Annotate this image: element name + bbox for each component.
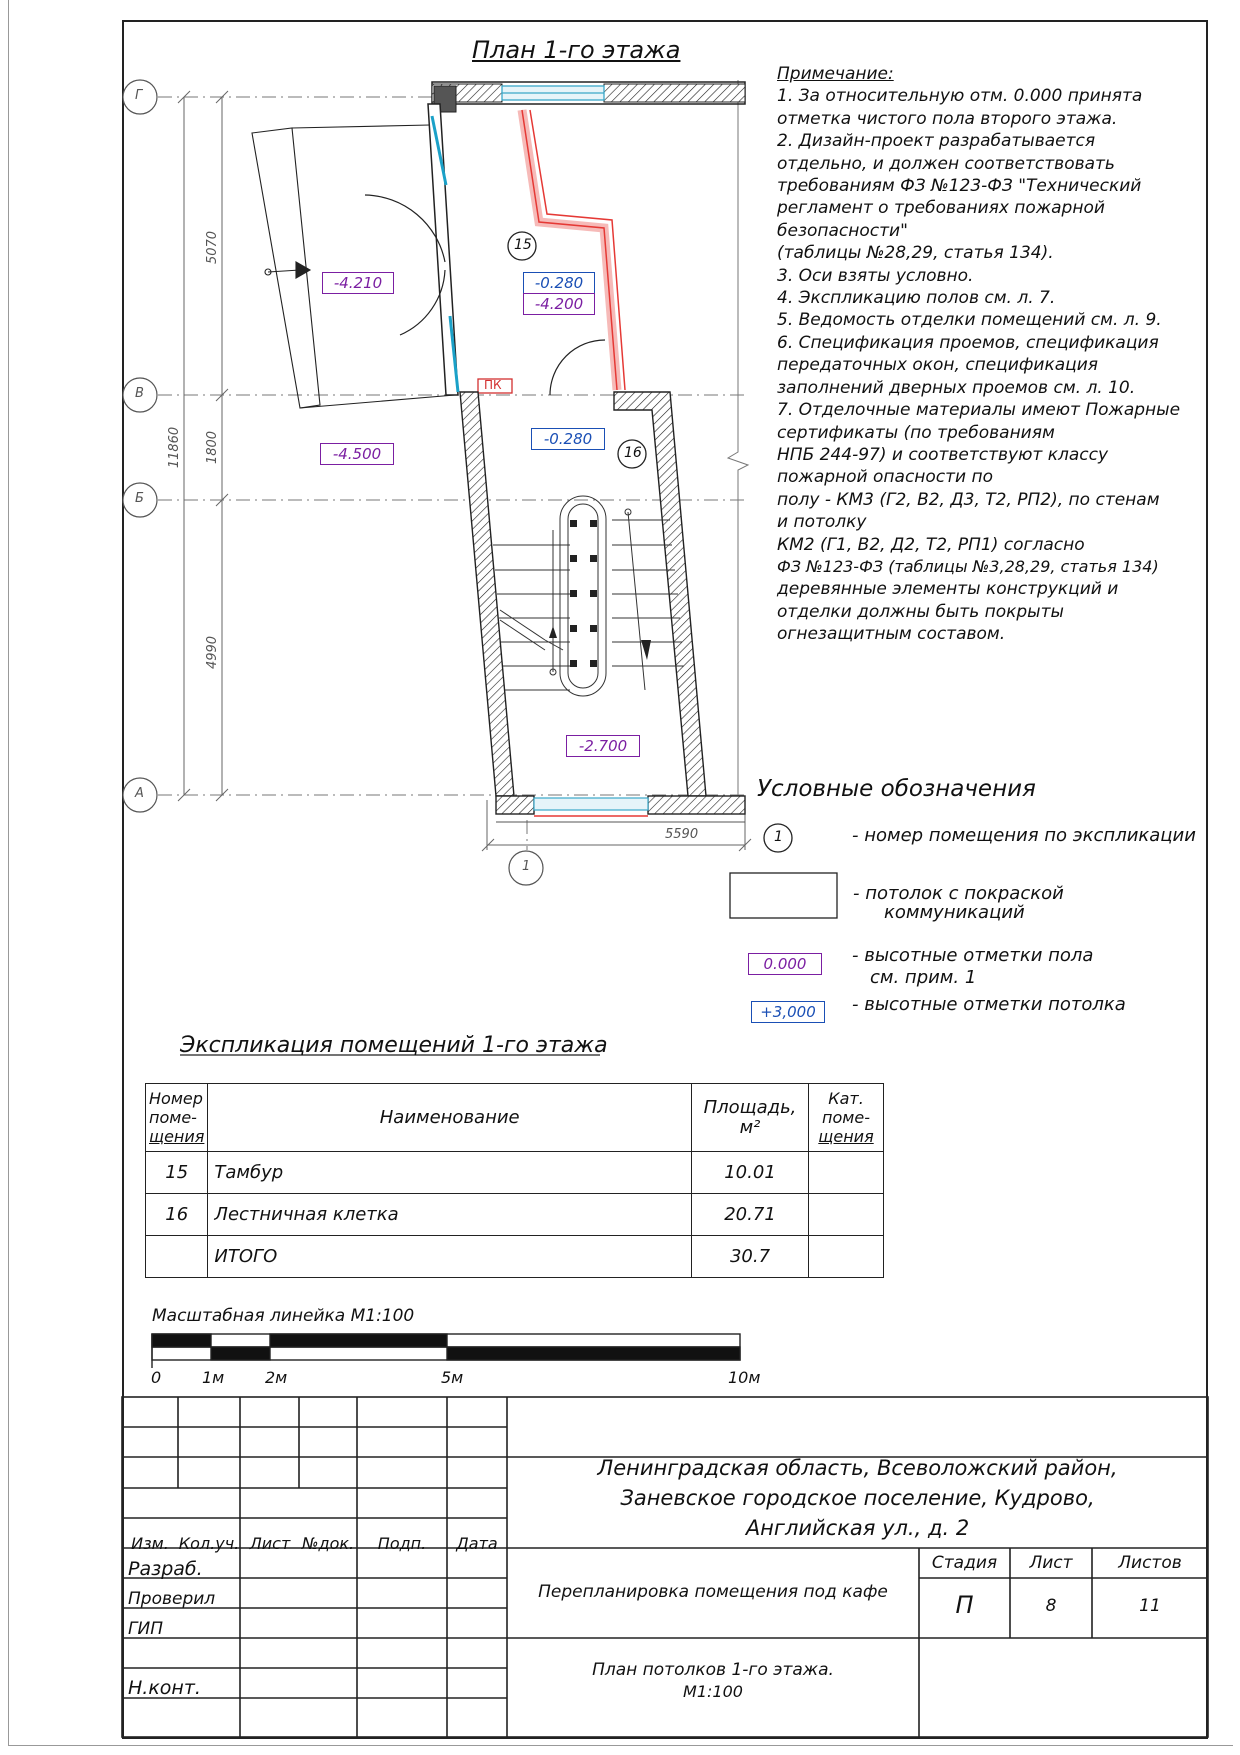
tb-project: Перепланировка помещения под кафе	[538, 1582, 888, 1602]
note-line: пожарной опасности по	[777, 467, 994, 488]
explication-title: Экспликация помещений 1-го этажа	[180, 1033, 608, 1058]
mark-neg4500: -4.500	[320, 443, 394, 465]
note-line: деревянные элементы конструкций и	[777, 579, 1119, 600]
header-num: Номер поме- щения	[146, 1084, 208, 1152]
header-area: Площадь, м²	[692, 1084, 809, 1152]
note-line: КМ2 (Г1, В2, Д2, Т2, РП1) согласно	[777, 534, 1085, 555]
room-16-number: 16	[624, 445, 642, 461]
axis-label-g: Г	[135, 88, 143, 103]
legend-ceiling-mark-text: - высотные отметки потолка	[852, 994, 1126, 1015]
cell-num: 16	[146, 1194, 208, 1236]
legend-ceiling-text-2: коммуникаций	[884, 902, 1025, 923]
scale-label-0: 0	[151, 1368, 162, 1387]
axis-label-1: 1	[522, 859, 531, 874]
tb-address-1: Ленинградская область, Всеволожский район,	[597, 1456, 1118, 1480]
tb-header-podp: Подп.	[377, 1534, 427, 1553]
mark-neg0280-vestibule: -0.280	[523, 272, 595, 294]
tb-sheets-value: 11	[1139, 1596, 1161, 1616]
dim-11860: 11860	[167, 426, 183, 469]
tb-sheet-value: 8	[1045, 1596, 1057, 1616]
tb-header-ndok: №док.	[301, 1534, 355, 1553]
dim-4990: 4990	[205, 635, 221, 670]
legend-floor-mark: 0.000	[748, 953, 822, 975]
legend-room-symbol-number: 1	[774, 829, 783, 845]
room-15-number: 15	[514, 237, 532, 253]
cell-name: Лестничная клетка	[208, 1194, 692, 1236]
axis-label-v: В	[135, 386, 144, 401]
mark-neg2700: -2.700	[566, 735, 640, 757]
note-line: и потолку	[777, 512, 867, 533]
note-line: огнезащитным составом.	[777, 624, 1006, 645]
note-line: полу - КМ3 (Г2, В2, Д3, Т2, РП2), по стенам	[777, 489, 1160, 510]
note-line: отделки должны быть покрыты	[777, 601, 1064, 622]
legend-ceiling-mark: +3,000	[751, 1001, 825, 1023]
note-line: 6. Спецификация проемов, спецификация	[777, 332, 1159, 353]
tb-header-list: Лист	[249, 1534, 291, 1553]
tb-role-proveril: Проверил	[128, 1589, 216, 1609]
header-name: Наименование	[208, 1084, 692, 1152]
header-cat: Кат. поме- щения	[809, 1084, 884, 1152]
cell-name: Тамбур	[208, 1152, 692, 1194]
note-line: сертификаты (по требованиям	[777, 422, 1055, 443]
note-line: отдельно, и должен соответствовать	[777, 153, 1115, 174]
scale-label-1: 1м	[202, 1368, 225, 1387]
legend-title: Условные обозначения	[757, 776, 1036, 802]
axis-label-a: А	[135, 786, 144, 801]
tb-address-2: Заневское городское поселение, Кудрово,	[620, 1486, 1095, 1510]
tb-sheet-label: Лист	[1029, 1553, 1073, 1573]
tb-header-kolch: Кол.уч.	[178, 1534, 240, 1553]
note-line: 7. Отделочные материалы имеют Пожарные	[777, 400, 1181, 421]
note-line: (таблицы №28,29, статья 134).	[777, 243, 1054, 264]
notes-title: Примечание:	[777, 64, 894, 84]
legend-room-number-text: - номер помещения по экспликации	[852, 825, 1196, 846]
note-line: НПБ 244-97) и соответствуют классу	[777, 444, 1109, 465]
tb-sheet-title-2: М1:100	[683, 1682, 743, 1701]
tb-role-gip: ГИП	[128, 1619, 163, 1639]
cell-num: 15	[146, 1152, 208, 1194]
pk-label: ПК	[484, 378, 502, 392]
tb-stage-label: Стадия	[931, 1553, 998, 1573]
tb-role-nkont: Н.конт.	[128, 1677, 201, 1699]
mark-neg4200: -4.200	[523, 293, 595, 315]
tb-header-izm: Изм.	[131, 1534, 169, 1553]
cell-area: 30.7	[692, 1236, 809, 1278]
legend-ceiling-text-1: - потолок с покраской	[853, 883, 1064, 904]
note-line: 1. За относительную отм. 0.000 принята	[777, 86, 1143, 107]
note-line: 2. Дизайн-проект разрабатывается	[777, 131, 1096, 152]
dim-1800: 1800	[205, 430, 221, 465]
note-line: отметка чистого пола второго этажа.	[777, 108, 1118, 129]
tb-role-razrab: Разраб.	[128, 1558, 203, 1580]
note-line: регламент о требованиях пожарной	[777, 198, 1105, 219]
cell-name: ИТОГО	[208, 1236, 692, 1278]
mark-neg0280-stairs: -0.280	[531, 428, 605, 450]
tb-sheet-title-1: План потолков 1-го этажа.	[592, 1660, 834, 1680]
legend-floor-text-1: - высотные отметки пола	[852, 945, 1094, 966]
scale-label-10: 10м	[728, 1368, 761, 1387]
dim-5070: 5070	[205, 230, 221, 265]
plan-title: План 1-го этажа	[472, 36, 681, 64]
axis-label-b: Б	[135, 491, 144, 506]
scale-title: Масштабная линейка М1:100	[152, 1306, 415, 1326]
tb-address-3: Английская ул., д. 2	[745, 1516, 970, 1540]
cell-area: 10.01	[692, 1152, 809, 1194]
note-line: ФЗ №123-ФЗ (таблицы №3,28,29, статья 134)	[777, 556, 1159, 576]
mark-neg4210: -4.210	[322, 272, 394, 294]
tb-sheets-label: Листов	[1118, 1553, 1182, 1573]
note-line: 3. Оси взяты условно.	[777, 265, 974, 286]
note-line: безопасности"	[777, 220, 908, 241]
note-line: передаточных окон, спецификация	[777, 355, 1098, 376]
tb-header-data: Дата	[456, 1534, 498, 1553]
legend-floor-text-2: см. прим. 1	[870, 967, 977, 988]
scale-label-2: 2м	[265, 1368, 288, 1387]
tb-stage-value: П	[955, 1591, 974, 1619]
dim-5590: 5590	[665, 827, 699, 842]
note-line: 4. Экспликацию полов см. л. 7.	[777, 288, 1056, 309]
note-line: 5. Ведомость отделки помещений см. л. 9.	[777, 310, 1162, 331]
note-line: требованиям ФЗ №123-ФЗ "Технический	[777, 176, 1142, 197]
scale-label-5: 5м	[441, 1368, 464, 1387]
cell-area: 20.71	[692, 1194, 809, 1236]
note-line: заполнений дверных проемов см. л. 10.	[777, 377, 1136, 398]
